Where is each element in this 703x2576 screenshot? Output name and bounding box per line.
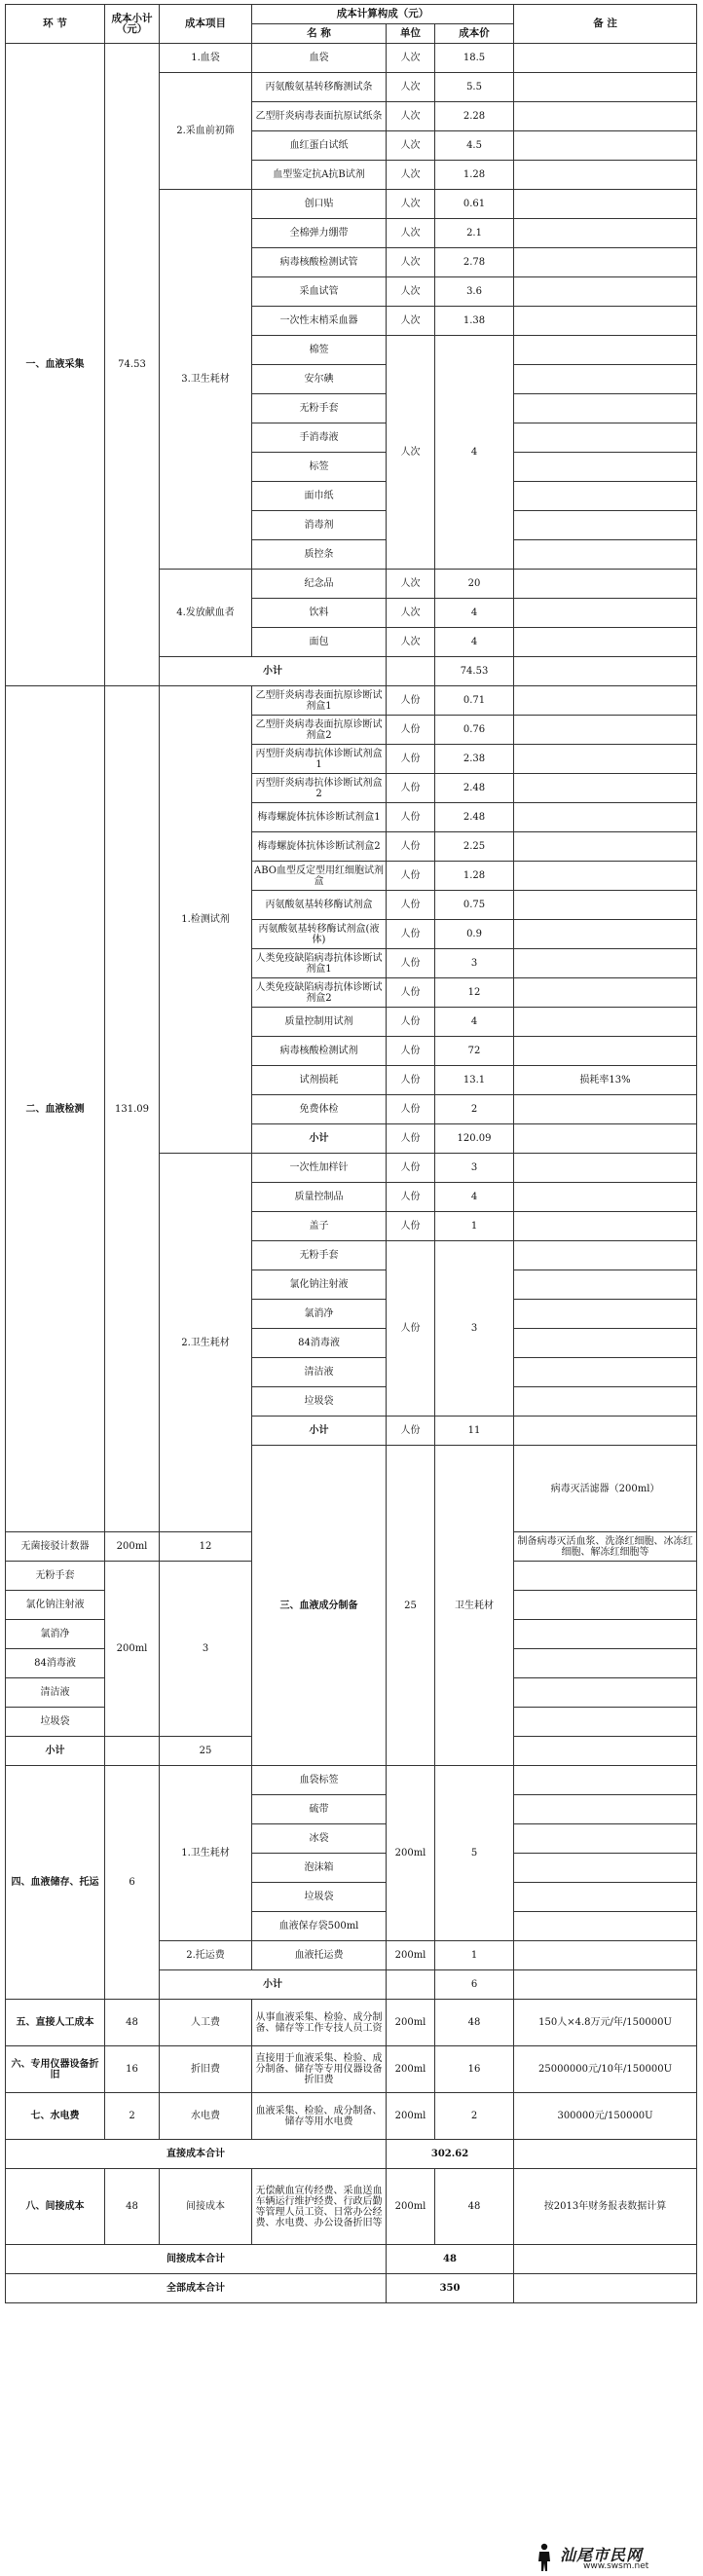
note-cell — [514, 102, 697, 131]
item-cell: 3.卫生耗材 — [160, 190, 252, 570]
price-cell: 6 — [435, 1970, 514, 2000]
name-cell: 一次性末梢采血器 — [252, 307, 387, 336]
subtotal-cell: 48 — [105, 2169, 160, 2245]
unit-cell: 人份 — [387, 1066, 435, 1095]
price-cell: 74.53 — [435, 657, 514, 686]
total-row — [6, 2274, 697, 2303]
note-cell — [514, 1154, 697, 1183]
note-cell — [514, 1183, 697, 1212]
header-stage: 环 节 — [6, 5, 105, 44]
name-cell: 创口贴 — [252, 190, 387, 219]
name-cell: 泡沫箱 — [252, 1854, 387, 1883]
unit-cell: 人份 — [387, 832, 435, 862]
note-cell — [514, 716, 697, 745]
name-cell: 84消毒液 — [6, 1649, 105, 1678]
name-cell: 饮料 — [252, 599, 387, 628]
note-cell — [514, 1620, 697, 1649]
name-cell: 血液采集、检验、成分制备、储存等用水电费 — [252, 2093, 387, 2140]
note-cell — [514, 1941, 697, 1970]
price-cell: 0.61 — [435, 190, 514, 219]
subtotal-label: 小计 — [6, 1737, 105, 1766]
unit-cell: 人份 — [387, 686, 435, 716]
name-cell: 无粉手套 — [252, 394, 387, 423]
note-cell — [514, 891, 697, 920]
unit-cell: 人份 — [387, 920, 435, 949]
name-cell: 标签 — [252, 453, 387, 482]
header-composition: 成本计算构成（元） — [252, 5, 514, 24]
name-cell: 面包 — [252, 628, 387, 657]
note-cell — [514, 803, 697, 832]
note-cell — [514, 482, 697, 511]
note-cell — [514, 920, 697, 949]
price-cell: 2.25 — [435, 832, 514, 862]
cost-table-container — [5, 4, 696, 2303]
item-cell: 1.检测试剂 — [160, 686, 252, 1154]
note-cell — [514, 774, 697, 803]
name-cell: 硫带 — [252, 1795, 387, 1824]
note-cell — [514, 2245, 697, 2274]
unit-cell — [387, 657, 435, 686]
price-cell: 4 — [435, 599, 514, 628]
name-cell: 血液托运费 — [252, 1941, 387, 1970]
note-cell — [514, 248, 697, 277]
name-cell: 病毒核酸检测试管 — [252, 248, 387, 277]
price-cell: 12 — [435, 978, 514, 1008]
note-cell — [514, 628, 697, 657]
unit-cell: 人份 — [387, 891, 435, 920]
note-cell — [514, 1766, 697, 1795]
note-cell: 300000元/150000U — [514, 2093, 697, 2140]
price-cell: 0.9 — [435, 920, 514, 949]
name-cell: 血袋标签 — [252, 1766, 387, 1795]
person-silhouette-icon — [535, 2543, 554, 2572]
unit-cell: 人份 — [387, 1154, 435, 1183]
unit-cell: 200ml — [105, 1562, 160, 1737]
subtotal-cell: 131.09 — [105, 686, 160, 1532]
price-cell: 120.09 — [435, 1124, 514, 1154]
price-cell: 3 — [435, 1241, 514, 1417]
note-cell — [514, 1387, 697, 1417]
note-cell — [514, 511, 697, 540]
name-cell: 无偿献血宣传经费、采血送血车辆运行维护经费、行政后勤等管理人员工资、日常办公经费、水电费、办公设备折旧等 — [252, 2169, 387, 2245]
note-cell — [514, 1300, 697, 1329]
subtotal-cell: 6 — [105, 1766, 160, 2000]
name-cell: 氯化钠注射液 — [6, 1591, 105, 1620]
price-cell: 0.71 — [435, 686, 514, 716]
header-note: 备 注 — [514, 5, 697, 44]
note-cell — [514, 1854, 697, 1883]
price-cell: 1.28 — [435, 862, 514, 891]
note-cell — [514, 365, 697, 394]
name-cell: 质量控制品 — [252, 1183, 387, 1212]
name-cell: 乙型肝炎病毒表面抗原诊断试剂盒1 — [252, 686, 387, 716]
unit-cell: 人份 — [387, 1124, 435, 1154]
price-cell: 0.75 — [435, 891, 514, 920]
header-name: 名 称 — [252, 24, 387, 44]
subtotal-cell: 74.53 — [105, 44, 160, 686]
note-cell — [514, 1562, 697, 1591]
stage-cell: 八、间接成本 — [6, 2169, 105, 2245]
unit-cell: 200ml — [387, 1766, 435, 1941]
name-cell: 丙型肝炎病毒抗体诊断试剂盒1 — [252, 745, 387, 774]
unit-cell: 200ml — [387, 2046, 435, 2093]
stage-cell: 二、血液检测 — [6, 686, 105, 1532]
note-cell: 按2013年财务报表数据计算 — [514, 2169, 697, 2245]
item-cell: 2.卫生耗材 — [160, 1154, 252, 1532]
note-cell — [514, 423, 697, 453]
stage-cell: 一、血液采集 — [6, 44, 105, 686]
header-unit: 单位 — [387, 24, 435, 44]
price-cell: 12 — [160, 1532, 252, 1562]
note-cell — [514, 1737, 697, 1766]
unit-cell: 人次 — [387, 219, 435, 248]
unit-cell: 人份 — [387, 1212, 435, 1241]
price-cell: 3.6 — [435, 277, 514, 307]
unit-cell: 人次 — [387, 102, 435, 131]
stage-cell: 四、血液储存、托运 — [6, 1766, 105, 2000]
name-cell: 氯化钠注射液 — [252, 1270, 387, 1300]
price-cell: 2.48 — [435, 803, 514, 832]
note-cell — [514, 277, 697, 307]
direct-total-value: 302.62 — [387, 2140, 514, 2169]
name-cell: 盖子 — [252, 1212, 387, 1241]
price-cell: 5.5 — [435, 73, 514, 102]
note-cell — [514, 131, 697, 161]
note-cell — [514, 453, 697, 482]
price-cell: 13.1 — [435, 1066, 514, 1095]
unit-cell: 人份 — [387, 803, 435, 832]
note-cell — [514, 1795, 697, 1824]
price-cell: 2.1 — [435, 219, 514, 248]
name-cell: 消毒剂 — [252, 511, 387, 540]
name-cell: 人类免疫缺陷病毒抗体诊断试剂盒2 — [252, 978, 387, 1008]
name-cell: 84消毒液 — [252, 1329, 387, 1358]
note-cell — [514, 1037, 697, 1066]
name-cell: 试剂损耗 — [252, 1066, 387, 1095]
note-cell — [514, 599, 697, 628]
header-item: 成本项目 — [160, 5, 252, 44]
name-cell: 丙型肝炎病毒抗体诊断试剂盒2 — [252, 774, 387, 803]
unit-cell: 人份 — [387, 1008, 435, 1037]
note-cell — [514, 745, 697, 774]
grand-total-value: 350 — [387, 2274, 514, 2303]
name-cell: 梅毒螺旋体抗体诊断试剂盒2 — [252, 832, 387, 862]
unit-cell: 200ml — [105, 1532, 160, 1562]
note-cell — [514, 1358, 697, 1387]
site-watermark — [535, 2543, 695, 2572]
subtotal-cell: 16 — [105, 2046, 160, 2093]
name-cell: 无粉手套 — [6, 1562, 105, 1591]
name-cell: 病毒灭活滤器（200ml） — [514, 1446, 697, 1532]
unit-cell: 人次 — [387, 628, 435, 657]
name-cell: 垃圾袋 — [252, 1883, 387, 1912]
price-cell: 2 — [435, 2093, 514, 2140]
name-cell: 免费体检 — [252, 1095, 387, 1124]
note-cell — [514, 1124, 697, 1154]
header-price: 成本价 — [435, 24, 514, 44]
name-cell: 氯消净 — [6, 1620, 105, 1649]
subtotal-label: 小计 — [252, 1417, 387, 1446]
name-cell: 梅毒螺旋体抗体诊断试剂盒1 — [252, 803, 387, 832]
unit-cell: 人份 — [387, 1417, 435, 1446]
indirect-total-label: 间接成本合计 — [6, 2245, 387, 2274]
note-cell — [514, 978, 697, 1008]
note-cell — [514, 307, 697, 336]
unit-cell: 200ml — [387, 1941, 435, 1970]
price-cell: 1 — [435, 1212, 514, 1241]
name-cell: 氯消净 — [252, 1300, 387, 1329]
unit-cell: 人份 — [387, 1037, 435, 1066]
price-cell: 2.28 — [435, 102, 514, 131]
note-cell — [514, 686, 697, 716]
name-cell: 乙型肝炎病毒表面抗原诊断试剂盒2 — [252, 716, 387, 745]
note-cell: 150人×4.8万元/年/150000U — [514, 2000, 697, 2046]
table-row — [6, 686, 697, 716]
name-cell: 冰袋 — [252, 1824, 387, 1854]
price-cell: 4 — [435, 1183, 514, 1212]
note-cell — [514, 1095, 697, 1124]
note-cell — [514, 1329, 697, 1358]
price-cell: 48 — [435, 2000, 514, 2046]
note-cell — [514, 1241, 697, 1270]
price-cell: 3 — [435, 949, 514, 978]
header-row-1 — [6, 5, 697, 24]
note-cell — [514, 1008, 697, 1037]
name-cell: 清洁液 — [252, 1358, 387, 1387]
unit-cell — [387, 1970, 435, 2000]
stage-cell: 三、血液成分制备 — [252, 1446, 387, 1766]
note-cell — [514, 1912, 697, 1941]
unit-cell: 200ml — [387, 2169, 435, 2245]
price-cell: 5 — [435, 1766, 514, 1941]
unit-cell: 人次 — [387, 336, 435, 570]
name-cell: 血型鉴定抗A抗B试剂 — [252, 161, 387, 190]
name-cell: 病毒核酸检测试剂 — [252, 1037, 387, 1066]
unit-cell — [105, 1737, 160, 1766]
price-cell: 4 — [435, 1008, 514, 1037]
stage-cell: 六、专用仪器设备折旧 — [6, 2046, 105, 2093]
subtotal-cell: 25 — [387, 1446, 435, 1766]
stage-cell: 五、直接人工成本 — [6, 2000, 105, 2046]
unit-cell: 人份 — [387, 978, 435, 1008]
note-cell — [514, 219, 697, 248]
name-cell: 手消毒液 — [252, 423, 387, 453]
name-cell: 无粉手套 — [252, 1241, 387, 1270]
price-cell: 3 — [160, 1562, 252, 1737]
note-cell — [514, 1678, 697, 1708]
name-cell: 垃圾袋 — [6, 1708, 105, 1737]
name-cell: 血袋 — [252, 44, 387, 73]
unit-cell: 人次 — [387, 277, 435, 307]
item-cell: 卫生耗材 — [435, 1446, 514, 1766]
note-cell — [514, 73, 697, 102]
price-cell: 4 — [435, 628, 514, 657]
price-cell: 2.78 — [435, 248, 514, 277]
stage-cell: 七、水电费 — [6, 2093, 105, 2140]
subtotal-label: 小计 — [252, 1124, 387, 1154]
note-cell — [514, 336, 697, 365]
price-cell: 1 — [435, 1941, 514, 1970]
indirect-total-value: 48 — [387, 2245, 514, 2274]
note-cell: 制备病毒灭活血浆、洗涤红细胞、冰冻红细胞、解冻红细胞等 — [514, 1532, 697, 1562]
name-cell: 质控条 — [252, 540, 387, 570]
unit-cell: 人次 — [387, 73, 435, 102]
total-row — [6, 2140, 697, 2169]
price-cell: 2.38 — [435, 745, 514, 774]
price-cell: 25 — [160, 1737, 252, 1766]
table-row — [6, 2093, 697, 2140]
note-cell — [514, 570, 697, 599]
note-cell — [514, 44, 697, 73]
price-cell: 72 — [435, 1037, 514, 1066]
note-cell — [514, 190, 697, 219]
note-cell: 损耗率13% — [514, 1066, 697, 1095]
name-cell: 采血试管 — [252, 277, 387, 307]
price-cell: 0.76 — [435, 716, 514, 745]
unit-cell: 人次 — [387, 599, 435, 628]
note-cell — [514, 657, 697, 686]
item-cell: 4.发放献血者 — [160, 570, 252, 657]
item-cell: 间接成本 — [160, 2169, 252, 2245]
name-cell: 丙氨酸氨基转移酶试剂盒 — [252, 891, 387, 920]
table-row — [6, 2046, 697, 2093]
item-cell: 1.卫生耗材 — [160, 1766, 252, 1941]
name-cell: 清洁液 — [6, 1678, 105, 1708]
unit-cell: 人次 — [387, 161, 435, 190]
unit-cell: 人份 — [387, 1241, 435, 1417]
name-cell: 安尔碘 — [252, 365, 387, 394]
note-cell — [514, 2140, 697, 2169]
name-cell: ABO血型反定型用红细胞试剂盒 — [252, 862, 387, 891]
price-cell: 2.48 — [435, 774, 514, 803]
unit-cell: 人次 — [387, 44, 435, 73]
name-cell: 丙氨酸氨基转移酶测试条 — [252, 73, 387, 102]
header-subtotal: 成本小计（元） — [105, 5, 160, 44]
blood-cost-table — [5, 4, 697, 2303]
item-cell: 折旧费 — [160, 2046, 252, 2093]
unit-cell: 人次 — [387, 248, 435, 277]
note-cell — [514, 1883, 697, 1912]
table-row — [6, 44, 697, 73]
name-cell: 质量控制用试剂 — [252, 1008, 387, 1037]
name-cell: 无菌接驳计数器 — [6, 1532, 105, 1562]
total-row — [6, 2245, 697, 2274]
price-cell: 11 — [435, 1417, 514, 1446]
note-cell — [514, 832, 697, 862]
grand-total-label: 全部成本合计 — [6, 2274, 387, 2303]
name-cell: 棉签 — [252, 336, 387, 365]
note-cell — [514, 1824, 697, 1854]
unit-cell: 人份 — [387, 1095, 435, 1124]
watermark-url: www.swsm.net — [583, 2561, 649, 2571]
price-cell: 1.28 — [435, 161, 514, 190]
name-cell: 直接用于血液采集、检验、成分制备、储存等专用仪器设备折旧费 — [252, 2046, 387, 2093]
note-cell — [514, 1417, 697, 1446]
item-cell: 1.血袋 — [160, 44, 252, 73]
price-cell: 20 — [435, 570, 514, 599]
note-cell — [514, 1970, 697, 2000]
name-cell: 血液保存袋500ml — [252, 1912, 387, 1941]
price-cell: 3 — [435, 1154, 514, 1183]
table-row — [6, 2169, 697, 2245]
unit-cell: 人次 — [387, 131, 435, 161]
name-cell: 丙氨酸氨基转移酶试剂盒(液体) — [252, 920, 387, 949]
item-cell: 2.托运费 — [160, 1941, 252, 1970]
note-cell — [514, 1591, 697, 1620]
unit-cell: 人份 — [387, 745, 435, 774]
note-cell — [514, 1212, 697, 1241]
item-cell: 人工费 — [160, 2000, 252, 2046]
item-cell: 2.采血前初筛 — [160, 73, 252, 190]
price-cell: 18.5 — [435, 44, 514, 73]
table-row — [6, 2000, 697, 2046]
table-row — [6, 1766, 697, 1795]
unit-cell: 人次 — [387, 190, 435, 219]
subtotal-cell: 2 — [105, 2093, 160, 2140]
unit-cell: 200ml — [387, 2093, 435, 2140]
name-cell: 一次性加样针 — [252, 1154, 387, 1183]
note-cell — [514, 1708, 697, 1737]
unit-cell: 人次 — [387, 570, 435, 599]
name-cell: 纪念品 — [252, 570, 387, 599]
subtotal-label: 小计 — [160, 657, 387, 686]
note-cell — [514, 2274, 697, 2303]
unit-cell: 人次 — [387, 307, 435, 336]
note-cell — [514, 1270, 697, 1300]
subtotal-cell: 48 — [105, 2000, 160, 2046]
price-cell: 1.38 — [435, 307, 514, 336]
note-cell — [514, 161, 697, 190]
unit-cell: 200ml — [387, 2000, 435, 2046]
unit-cell: 人份 — [387, 716, 435, 745]
name-cell: 面巾纸 — [252, 482, 387, 511]
name-cell: 人类免疫缺陷病毒抗体诊断试剂盒1 — [252, 949, 387, 978]
name-cell: 垃圾袋 — [252, 1387, 387, 1417]
note-cell — [514, 540, 697, 570]
note-cell: 25000000元/10年/150000U — [514, 2046, 697, 2093]
name-cell: 全棉弹力绷带 — [252, 219, 387, 248]
unit-cell: 人份 — [387, 1183, 435, 1212]
note-cell — [514, 862, 697, 891]
price-cell: 2 — [435, 1095, 514, 1124]
price-cell: 16 — [435, 2046, 514, 2093]
unit-cell: 人份 — [387, 949, 435, 978]
note-cell — [514, 394, 697, 423]
name-cell: 血红蛋白试纸 — [252, 131, 387, 161]
note-cell — [514, 1649, 697, 1678]
price-cell: 48 — [435, 2169, 514, 2245]
item-cell: 水电费 — [160, 2093, 252, 2140]
unit-cell: 人份 — [387, 774, 435, 803]
unit-cell: 人份 — [387, 862, 435, 891]
name-cell: 从事血液采集、检验、成分制备、储存等工作专技人员工资 — [252, 2000, 387, 2046]
subtotal-label: 小计 — [160, 1970, 387, 2000]
direct-total-label: 直接成本合计 — [6, 2140, 387, 2169]
price-cell: 4.5 — [435, 131, 514, 161]
price-cell: 4 — [435, 336, 514, 570]
name-cell: 乙型肝炎病毒表面抗原试纸条 — [252, 102, 387, 131]
note-cell — [514, 949, 697, 978]
watermark-title: 汕尾市民网 — [560, 2546, 644, 2564]
